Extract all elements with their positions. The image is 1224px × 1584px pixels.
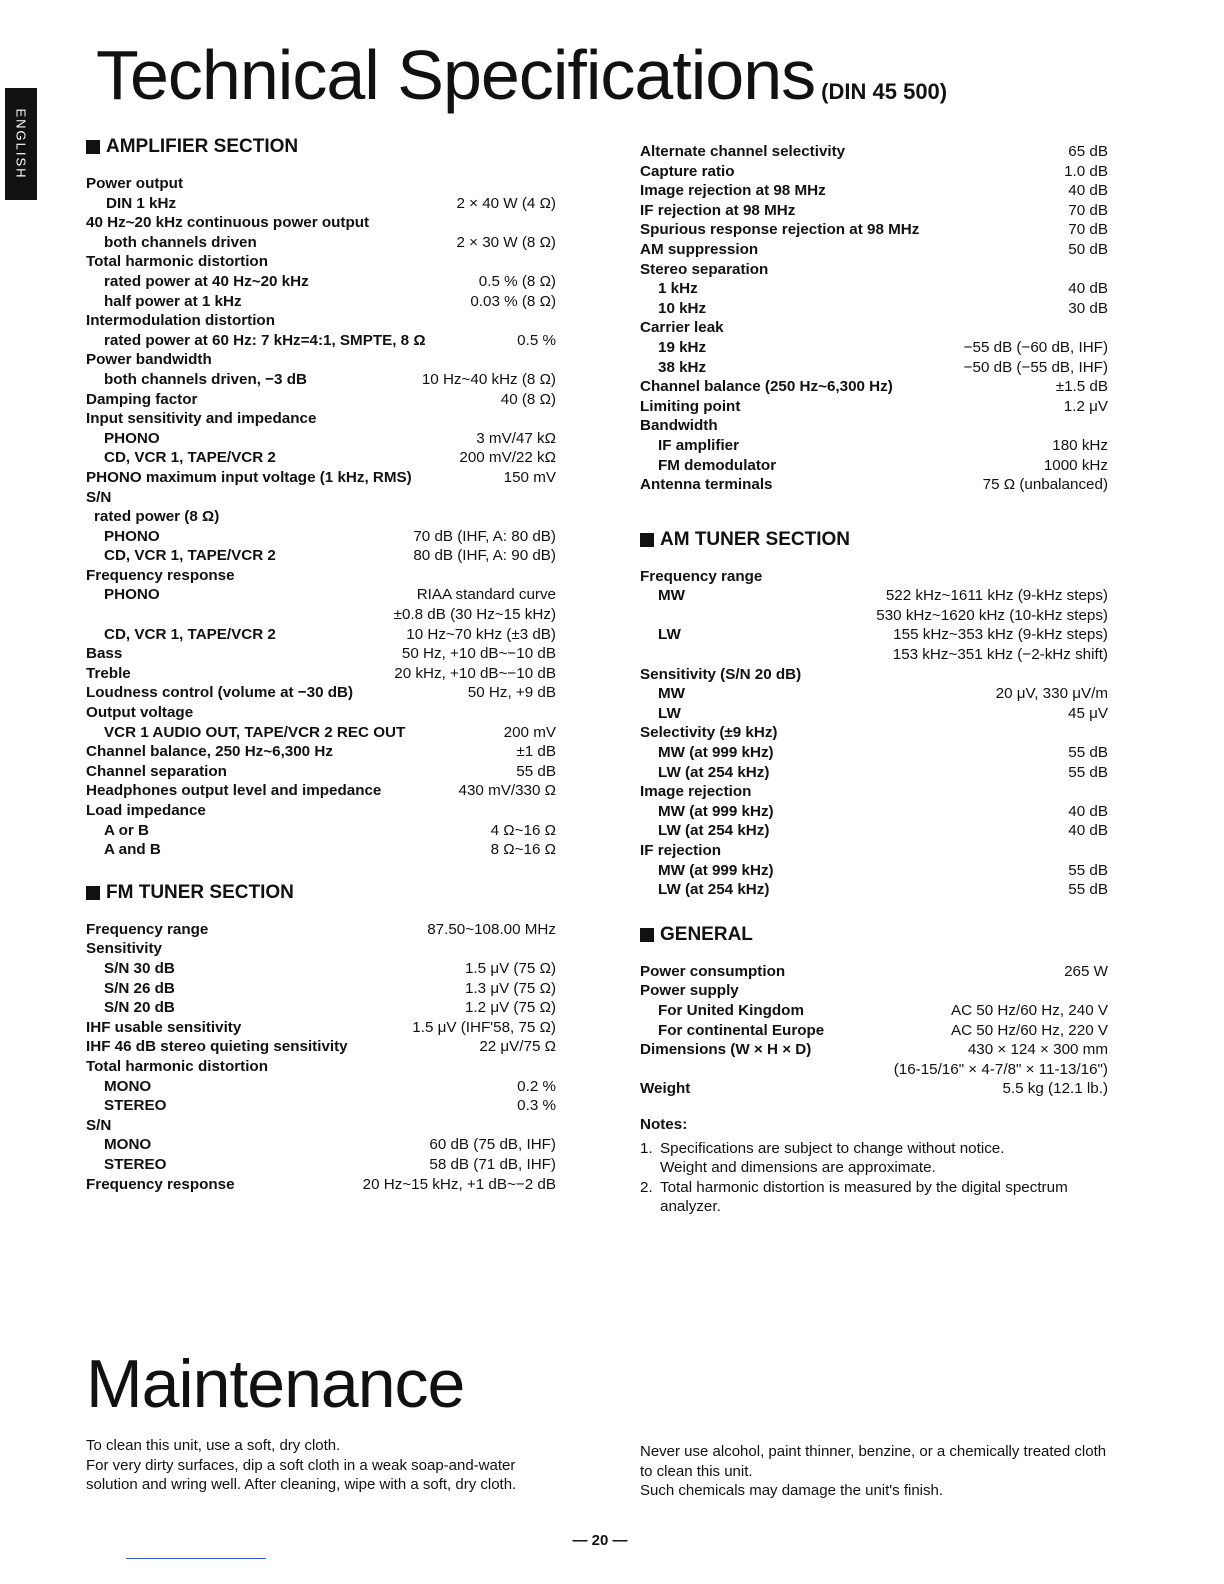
spec-label: MW bbox=[658, 685, 685, 703]
spec-value: 180 kHz bbox=[1052, 436, 1108, 454]
spec-label: Intermodulation distortion bbox=[86, 312, 275, 330]
spec-label: IHF 46 dB stereo quieting sensitivity bbox=[86, 1038, 348, 1056]
bottom-rule bbox=[126, 1558, 266, 1559]
spec-value: 55 dB bbox=[516, 762, 556, 780]
spec-value: AC 50 Hz/60 Hz, 220 V bbox=[950, 1021, 1108, 1039]
spec-label: Image rejection bbox=[640, 783, 752, 801]
spec-value: 50 dB bbox=[1068, 240, 1108, 258]
section-bullet-icon bbox=[86, 886, 100, 900]
spec-row bbox=[640, 260, 1108, 280]
spec-row bbox=[86, 683, 556, 703]
spec-row bbox=[86, 1057, 556, 1077]
am-tuner-heading-text: AM TUNER SECTION bbox=[660, 528, 850, 550]
spec-label: Input sensitivity and impedance bbox=[86, 410, 317, 428]
spec-row bbox=[86, 920, 556, 940]
spec-row bbox=[86, 546, 556, 566]
spec-row bbox=[86, 311, 556, 331]
note-number: 2. bbox=[640, 1178, 653, 1196]
spec-row bbox=[640, 1040, 1108, 1060]
note-text bbox=[660, 1178, 1068, 1217]
spec-row bbox=[640, 861, 1108, 881]
spec-value: 40 dB bbox=[1068, 280, 1108, 298]
note-line: Total harmonic distortion is measured by the digital spectrum bbox=[660, 1178, 1068, 1196]
spec-label: MW (at 999 kHz) bbox=[658, 744, 774, 762]
spec-label: 19 kHz bbox=[658, 338, 707, 356]
spec-label: MW (at 999 kHz) bbox=[658, 861, 774, 879]
spec-label: MW (at 999 kHz) bbox=[658, 802, 774, 820]
spec-row bbox=[640, 743, 1108, 763]
maintenance-right-text bbox=[640, 1442, 1110, 1501]
spec-row bbox=[86, 331, 556, 351]
spec-label: CD, VCR 1, TAPE/VCR 2 bbox=[104, 625, 276, 643]
spec-label: Total harmonic distortion bbox=[86, 253, 268, 271]
spec-label: IF rejection at 98 MHz bbox=[640, 201, 796, 219]
spec-row bbox=[86, 998, 556, 1018]
spec-label: PHONO maximum input voltage (1 kHz, RMS) bbox=[86, 468, 412, 486]
spec-label: Output voltage bbox=[86, 704, 194, 722]
spec-row bbox=[86, 448, 556, 468]
spec-row bbox=[640, 606, 1108, 626]
spec-row bbox=[86, 390, 556, 410]
note-line: Specifications are subject to change without notice. bbox=[660, 1139, 1005, 1157]
spec-value: ±1.5 dB bbox=[1055, 378, 1108, 396]
spec-label: rated power (8 Ω) bbox=[94, 508, 220, 526]
spec-row bbox=[640, 981, 1108, 1001]
notes-list bbox=[640, 1139, 1108, 1217]
spec-value: 30 dB bbox=[1068, 299, 1108, 317]
spec-row bbox=[86, 723, 556, 743]
spec-row bbox=[640, 142, 1108, 162]
spec-row bbox=[640, 358, 1108, 378]
spec-value: 2 × 30 W (8 Ω) bbox=[456, 233, 556, 251]
spec-row bbox=[640, 318, 1108, 338]
spec-label: 40 Hz~20 kHz continuous power output bbox=[86, 214, 370, 232]
spec-value: −50 dB (−55 dB, IHF) bbox=[963, 358, 1108, 376]
spec-value: 1.2 μV bbox=[1063, 397, 1108, 415]
spec-row bbox=[86, 1155, 556, 1175]
general-spec-list bbox=[640, 962, 1108, 1099]
am-tuner-spec-list bbox=[640, 567, 1108, 900]
spec-row bbox=[640, 201, 1108, 221]
spec-value: ±1 dB bbox=[516, 743, 556, 761]
right-column bbox=[640, 142, 1108, 1217]
spec-label: STEREO bbox=[104, 1155, 167, 1173]
spec-label: Selectivity (±9 kHz) bbox=[640, 724, 778, 742]
spec-label: MW bbox=[658, 587, 685, 605]
spec-value: 20 kHz, +10 dB~−10 dB bbox=[394, 664, 556, 682]
spec-row bbox=[640, 763, 1108, 783]
spec-label: Capture ratio bbox=[640, 162, 735, 180]
spec-row bbox=[86, 527, 556, 547]
spec-value: 4 Ω~16 Ω bbox=[490, 821, 556, 839]
spec-row bbox=[86, 350, 556, 370]
spec-value: 200 mV/22 kΩ bbox=[459, 449, 556, 467]
spec-label: Sensitivity bbox=[86, 940, 162, 958]
spec-label: Carrier leak bbox=[640, 319, 724, 337]
spec-row bbox=[640, 162, 1108, 182]
spec-label: half power at 1 kHz bbox=[104, 292, 242, 310]
spec-row bbox=[640, 181, 1108, 201]
spec-label: Power consumption bbox=[640, 962, 786, 980]
spec-value: 155 kHz~353 kHz (9-kHz steps) bbox=[893, 626, 1108, 644]
spec-label: Spurious response rejection at 98 MHz bbox=[640, 221, 920, 239]
spec-label: Alternate channel selectivity bbox=[640, 143, 846, 160]
note-text bbox=[660, 1139, 1004, 1178]
section-bullet-icon bbox=[640, 928, 654, 942]
spec-row bbox=[86, 1037, 556, 1057]
spec-row bbox=[640, 1001, 1108, 1021]
spec-label: AM suppression bbox=[640, 240, 759, 258]
spec-row bbox=[640, 586, 1108, 606]
spec-label: Channel balance (250 Hz~6,300 Hz) bbox=[640, 378, 893, 396]
spec-row bbox=[640, 1079, 1108, 1099]
spec-label: Power output bbox=[86, 175, 184, 192]
spec-label: IF amplifier bbox=[658, 436, 740, 454]
spec-row bbox=[640, 821, 1108, 841]
spec-label: rated power at 40 Hz~20 kHz bbox=[104, 272, 309, 290]
spec-row bbox=[86, 1096, 556, 1116]
spec-label: For continental Europe bbox=[658, 1021, 825, 1039]
spec-label: both channels driven bbox=[104, 233, 257, 251]
general-section-heading bbox=[640, 924, 1108, 946]
spec-value: 70 dB bbox=[1068, 221, 1108, 239]
spec-value: 0.03 % (8 Ω) bbox=[470, 292, 556, 310]
note-line: analyzer. bbox=[660, 1198, 721, 1216]
spec-label: Treble bbox=[86, 664, 131, 682]
spec-value: 20 Hz~15 kHz, +1 dB~−2 dB bbox=[362, 1175, 556, 1193]
spec-label: LW (at 254 kHz) bbox=[658, 822, 770, 840]
spec-row bbox=[86, 1077, 556, 1097]
spec-row bbox=[86, 959, 556, 979]
spec-row bbox=[86, 174, 556, 194]
page-number: — 20 — bbox=[572, 1532, 628, 1549]
fm-tuner-continued-spec-list bbox=[640, 142, 1108, 495]
spec-label: STEREO bbox=[104, 1097, 167, 1115]
spec-row bbox=[640, 962, 1108, 982]
spec-row bbox=[640, 625, 1108, 645]
spec-label: Dimensions (W × H × D) bbox=[640, 1041, 812, 1059]
spec-label: Bandwidth bbox=[640, 417, 718, 435]
spec-row bbox=[640, 279, 1108, 299]
spec-row bbox=[640, 338, 1108, 358]
spec-row bbox=[640, 1060, 1108, 1080]
spec-value: 55 dB bbox=[1068, 744, 1108, 762]
spec-label: DIN 1 kHz bbox=[106, 194, 177, 212]
spec-label: LW (at 254 kHz) bbox=[658, 881, 770, 899]
spec-value: 70 dB (IHF, A: 80 dB) bbox=[413, 527, 556, 545]
spec-row bbox=[86, 429, 556, 449]
spec-row bbox=[86, 781, 556, 801]
spec-value: 70 dB bbox=[1068, 201, 1108, 219]
spec-label: Stereo separation bbox=[640, 260, 769, 278]
page-title-note: (DIN 45 500) bbox=[821, 79, 948, 104]
spec-row bbox=[86, 507, 556, 527]
spec-value: RIAA standard curve bbox=[416, 586, 556, 604]
spec-row bbox=[86, 605, 556, 625]
spec-value: ±0.8 dB (30 Hz~15 kHz) bbox=[393, 606, 556, 624]
maintenance-paragraph: To clean this unit, use a soft, dry cloth. bbox=[86, 1437, 341, 1454]
spec-label: Load impedance bbox=[86, 802, 206, 819]
spec-label: IF rejection bbox=[640, 842, 722, 859]
spec-value: 45 μV bbox=[1068, 704, 1108, 722]
spec-value: 50 Hz, +9 dB bbox=[467, 684, 556, 702]
spec-value: 1.0 dB bbox=[1064, 162, 1108, 180]
spec-row bbox=[640, 397, 1108, 417]
spec-row bbox=[640, 436, 1108, 456]
spec-label: PHONO bbox=[104, 429, 160, 447]
spec-value: 0.3 % bbox=[517, 1097, 556, 1115]
spec-label: Weight bbox=[640, 1080, 691, 1098]
spec-row bbox=[86, 566, 556, 586]
spec-row bbox=[640, 456, 1108, 476]
spec-row bbox=[640, 802, 1108, 822]
amplifier-spec-list bbox=[86, 174, 556, 860]
spec-label: Power bandwidth bbox=[86, 351, 212, 369]
spec-value: 80 dB (IHF, A: 90 dB) bbox=[413, 547, 556, 565]
spec-value: 1.5 μV (75 Ω) bbox=[464, 959, 556, 977]
spec-value: 87.50~108.00 MHz bbox=[427, 920, 556, 938]
language-label: ENGLISH bbox=[13, 108, 29, 180]
spec-label: CD, VCR 1, TAPE/VCR 2 bbox=[104, 547, 276, 565]
spec-row bbox=[86, 644, 556, 664]
fm-tuner-spec-list bbox=[86, 920, 556, 1194]
spec-label: Bass bbox=[86, 645, 123, 663]
spec-value: 1.3 μV (75 Ω) bbox=[464, 979, 556, 997]
spec-label: LW bbox=[658, 704, 681, 722]
general-heading-text: GENERAL bbox=[660, 923, 753, 945]
maintenance-paragraph: Such chemicals may damage the unit's finish. bbox=[640, 1482, 944, 1500]
maintenance-left-text bbox=[86, 1436, 556, 1495]
spec-value: (16-15/16" × 4-7/8" × 11-13/16") bbox=[893, 1060, 1108, 1078]
spec-value: −55 dB (−60 dB, IHF) bbox=[963, 338, 1108, 356]
spec-row bbox=[86, 233, 556, 253]
spec-value: 2 × 40 W (4 Ω) bbox=[456, 194, 556, 212]
spec-label: A and B bbox=[104, 841, 161, 859]
spec-value: 40 dB bbox=[1068, 822, 1108, 840]
spec-label: S/N bbox=[86, 488, 112, 506]
maintenance-title: Maintenance bbox=[86, 1346, 465, 1422]
spec-row bbox=[640, 841, 1108, 861]
spec-value: 0.2 % bbox=[517, 1077, 556, 1095]
spec-value: AC 50 Hz/60 Hz, 240 V bbox=[950, 1001, 1108, 1019]
spec-label: Frequency response bbox=[86, 1175, 235, 1193]
spec-row bbox=[86, 585, 556, 605]
spec-label: Image rejection at 98 MHz bbox=[640, 182, 826, 200]
spec-label: S/N 30 dB bbox=[104, 959, 175, 977]
spec-label: Antenna terminals bbox=[640, 476, 773, 494]
spec-row bbox=[640, 1021, 1108, 1041]
spec-row bbox=[86, 409, 556, 429]
spec-row bbox=[86, 664, 556, 684]
spec-label: Channel balance, 250 Hz~6,300 Hz bbox=[86, 743, 333, 761]
spec-row bbox=[86, 625, 556, 645]
left-column bbox=[86, 136, 556, 1194]
spec-row bbox=[86, 939, 556, 959]
spec-row bbox=[640, 567, 1108, 587]
spec-value: 50 Hz, +10 dB~−10 dB bbox=[401, 645, 556, 663]
spec-label: MONO bbox=[104, 1136, 152, 1154]
spec-label: VCR 1 AUDIO OUT, TAPE/VCR 2 REC OUT bbox=[104, 723, 406, 741]
spec-label: Loudness control (volume at −30 dB) bbox=[86, 684, 354, 702]
spec-value: 75 Ω (unbalanced) bbox=[982, 476, 1108, 494]
notes-title: Notes: bbox=[640, 1115, 688, 1133]
note-item bbox=[640, 1178, 1108, 1217]
spec-label: 1 kHz bbox=[658, 280, 698, 298]
spec-label: MONO bbox=[104, 1077, 152, 1095]
page-title-text: Technical Specifications bbox=[96, 36, 816, 114]
spec-row bbox=[86, 488, 556, 508]
spec-label: Channel separation bbox=[86, 762, 227, 780]
spec-value: 58 dB (71 dB, IHF) bbox=[429, 1155, 556, 1173]
spec-label: LW bbox=[658, 626, 681, 644]
spec-value: 55 dB bbox=[1068, 763, 1108, 781]
amplifier-section-heading bbox=[86, 136, 556, 158]
spec-value: 10 Hz~40 kHz (8 Ω) bbox=[421, 370, 556, 388]
spec-label: PHONO bbox=[104, 527, 160, 545]
spec-label: Sensitivity (S/N 20 dB) bbox=[640, 665, 802, 683]
spec-label: A or B bbox=[104, 821, 149, 839]
spec-row bbox=[86, 213, 556, 233]
section-bullet-icon bbox=[86, 140, 100, 154]
spec-row bbox=[640, 704, 1108, 724]
spec-value: 522 kHz~1611 kHz (9-kHz steps) bbox=[885, 587, 1108, 605]
spec-value: 0.5 % (8 Ω) bbox=[478, 272, 556, 290]
spec-label: PHONO bbox=[104, 586, 160, 604]
spec-row bbox=[86, 703, 556, 723]
spec-value: 20 μV, 330 μV/m bbox=[995, 685, 1108, 703]
spec-label: S/N 26 dB bbox=[104, 979, 175, 997]
spec-label: Total harmonic distortion bbox=[86, 1057, 268, 1075]
spec-label: FM demodulator bbox=[658, 456, 777, 474]
spec-label: Frequency range bbox=[640, 567, 763, 585]
section-bullet-icon bbox=[640, 533, 654, 547]
note-item bbox=[640, 1139, 1108, 1178]
am-tuner-section-heading bbox=[640, 529, 1108, 551]
spec-row bbox=[86, 979, 556, 999]
spec-row bbox=[86, 252, 556, 272]
spec-row bbox=[640, 220, 1108, 240]
note-line: Weight and dimensions are approximate. bbox=[660, 1159, 936, 1177]
spec-row bbox=[640, 684, 1108, 704]
spec-label: IHF usable sensitivity bbox=[86, 1018, 242, 1036]
spec-row bbox=[640, 377, 1108, 397]
spec-label: Power supply bbox=[640, 982, 739, 1000]
spec-value: 40 dB bbox=[1068, 182, 1108, 200]
spec-value: 530 kHz~1620 kHz (10-kHz steps) bbox=[876, 606, 1108, 624]
spec-value: 5.5 kg (12.1 lb.) bbox=[1002, 1080, 1108, 1098]
spec-row bbox=[86, 801, 556, 821]
spec-row bbox=[640, 880, 1108, 900]
spec-value: 0.5 % bbox=[517, 331, 556, 349]
maintenance-paragraph: Never use alcohol, paint thinner, benzine, or a chemically treated cloth to clean this unit. bbox=[640, 1443, 1107, 1480]
spec-label: Frequency range bbox=[86, 920, 209, 938]
spec-label: rated power at 60 Hz: 7 kHz=4:1, SMPTE, 8 Ω bbox=[104, 331, 426, 349]
spec-row bbox=[86, 821, 556, 841]
spec-value: 1.2 μV (75 Ω) bbox=[464, 999, 556, 1017]
spec-label: S/N bbox=[86, 1116, 112, 1134]
spec-label: Damping factor bbox=[86, 390, 198, 408]
spec-value: 200 mV bbox=[503, 723, 556, 741]
spec-row bbox=[86, 1175, 556, 1195]
spec-value: 60 dB (75 dB, IHF) bbox=[429, 1136, 556, 1154]
spec-value: 65 dB bbox=[1068, 143, 1108, 160]
spec-row bbox=[86, 742, 556, 762]
spec-value: 430 mV/330 Ω bbox=[458, 782, 556, 800]
spec-row bbox=[640, 665, 1108, 685]
spec-value: 1.5 μV (IHF'58, 75 Ω) bbox=[412, 1018, 556, 1036]
spec-row bbox=[86, 370, 556, 390]
spec-row bbox=[86, 1018, 556, 1038]
spec-row bbox=[86, 272, 556, 292]
page-title bbox=[96, 36, 948, 114]
spec-row bbox=[86, 468, 556, 488]
spec-row bbox=[86, 194, 556, 214]
spec-value: 150 mV bbox=[503, 468, 556, 486]
spec-label: S/N 20 dB bbox=[104, 999, 175, 1017]
spec-row bbox=[86, 1135, 556, 1155]
spec-row bbox=[86, 1116, 556, 1136]
spec-value: 40 dB bbox=[1068, 802, 1108, 820]
spec-label: For United Kingdom bbox=[658, 1001, 804, 1019]
note-number: 1. bbox=[640, 1139, 653, 1157]
spec-label: Limiting point bbox=[640, 397, 741, 415]
spec-value: 265 W bbox=[1064, 962, 1108, 980]
spec-row bbox=[640, 299, 1108, 319]
spec-value: 55 dB bbox=[1068, 881, 1108, 899]
language-side-tab bbox=[5, 88, 37, 200]
spec-value: 153 kHz~351 kHz (−2-kHz shift) bbox=[892, 646, 1108, 664]
spec-row bbox=[640, 723, 1108, 743]
spec-value: 430 × 124 × 300 mm bbox=[967, 1041, 1108, 1059]
spec-row bbox=[86, 292, 556, 312]
fm-tuner-section-heading bbox=[86, 882, 556, 904]
spec-label: Frequency response bbox=[86, 566, 235, 584]
spec-value: 55 dB bbox=[1068, 861, 1108, 879]
amplifier-heading-text: AMPLIFIER SECTION bbox=[106, 136, 299, 157]
spec-value: 40 (8 Ω) bbox=[500, 390, 556, 408]
spec-label: LW (at 254 kHz) bbox=[658, 763, 770, 781]
spec-value: 1000 kHz bbox=[1043, 456, 1108, 474]
spec-row bbox=[640, 645, 1108, 665]
spec-value: 8 Ω~16 Ω bbox=[490, 841, 556, 859]
spec-row bbox=[640, 240, 1108, 260]
spec-row bbox=[640, 416, 1108, 436]
spec-label: both channels driven, −3 dB bbox=[104, 370, 307, 388]
spec-row bbox=[640, 475, 1108, 495]
spec-row bbox=[640, 782, 1108, 802]
spec-label: 10 kHz bbox=[658, 299, 707, 317]
fm-tuner-heading-text: FM TUNER SECTION bbox=[106, 881, 294, 903]
spec-label: CD, VCR 1, TAPE/VCR 2 bbox=[104, 449, 276, 467]
spec-label: 38 kHz bbox=[658, 358, 707, 376]
spec-value: 3 mV/47 kΩ bbox=[476, 429, 556, 447]
spec-value: 22 μV/75 Ω bbox=[479, 1038, 556, 1056]
spec-row bbox=[86, 840, 556, 860]
spec-row bbox=[86, 762, 556, 782]
spec-value: 10 Hz~70 kHz (±3 dB) bbox=[406, 625, 556, 643]
maintenance-paragraph: For very dirty surfaces, dip a soft cloth in a weak soap-and-water solution and wring well. After cleaning, wipe with a soft, dry cloth. bbox=[86, 1456, 517, 1494]
spec-label: Headphones output level and impedance bbox=[86, 782, 382, 800]
